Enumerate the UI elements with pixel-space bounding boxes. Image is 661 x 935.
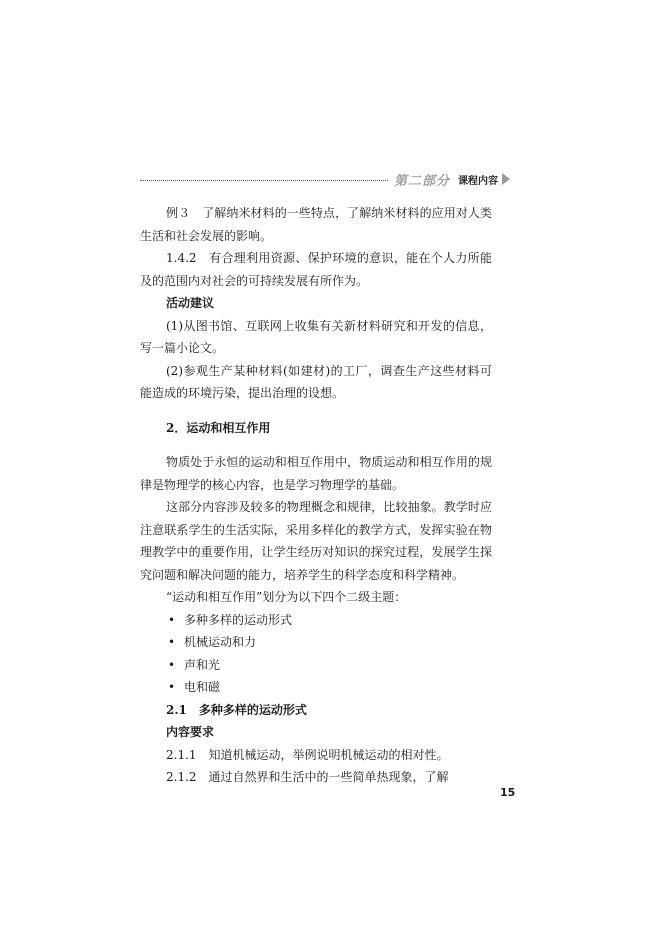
- page-number: 15: [500, 786, 516, 799]
- bullet-item: • 多种多样的运动形式: [168, 612, 293, 627]
- bullet-item: • 机械运动和力: [168, 635, 257, 649]
- running-header: [140, 168, 510, 190]
- header-section-title: 课程内容: [458, 175, 498, 187]
- activity-item-2: (2)参观生产某种材料(如建材)的工厂，调查生产这些材料可能造成的环境污染，提出治理的设想。: [140, 363, 492, 400]
- bullet-item: • 声和光: [168, 657, 221, 672]
- activity-suggestion-heading: 活动建议: [166, 296, 215, 310]
- section-2-heading: 2．运动和相互作用: [166, 420, 271, 435]
- subsection-2-1-heading: 2.1 多种多样的运动形式: [166, 702, 307, 717]
- item-2-1-1: 2.1.1 知道机械运动，举例说明机械运动的相对性。: [166, 747, 449, 762]
- bullet-item: • 电和磁: [168, 680, 221, 694]
- paragraph-1-4-2: 1.4.2 有合理利用资源、保护环境的意识，能在个人力所能及的范围内对社会的可持续发展有所作为。: [140, 251, 492, 288]
- activity-item-1: (1)从图书馆、互联网上收集有关新材料研究和开发的信息，写一篇小论文。: [140, 318, 492, 355]
- paragraph-example-3: 例３ 了解纳米材料的一些特点，了解纳米材料的应用对人类生活和社会发展的影响。: [140, 206, 492, 243]
- page-body: [140, 202, 492, 789]
- paragraph-intro: 物质处于永恒的运动和相互作用中，物质运动和相互作用的规律是物理学的核心内容，也是学习物理学的基础。: [140, 455, 492, 492]
- triangle-right-icon: [502, 173, 510, 185]
- item-2-1-2: 2.1.2 通过自然界和生活中的一些简单热现象，了解: [166, 770, 449, 784]
- header-part-title: 第二部分: [393, 173, 450, 189]
- paragraph-teaching: 这部分内容涉及较多的物理概念和规律，比较抽象。教学时应注意联系学生的生活实际，采用多样化的教学方式，发挥实验在物理教学中的重要作用，让学生经历对知识的探究过程，发展学生探究问题和解决问题的能力，培养学生的科学态度和科学精神。: [140, 500, 492, 582]
- paragraph-subtopics: “运动和相互作用”划分为以下四个二级主题：: [166, 590, 407, 604]
- content-requirement-label: 内容要求: [166, 725, 215, 739]
- header-dotted-rule: [140, 180, 388, 181]
